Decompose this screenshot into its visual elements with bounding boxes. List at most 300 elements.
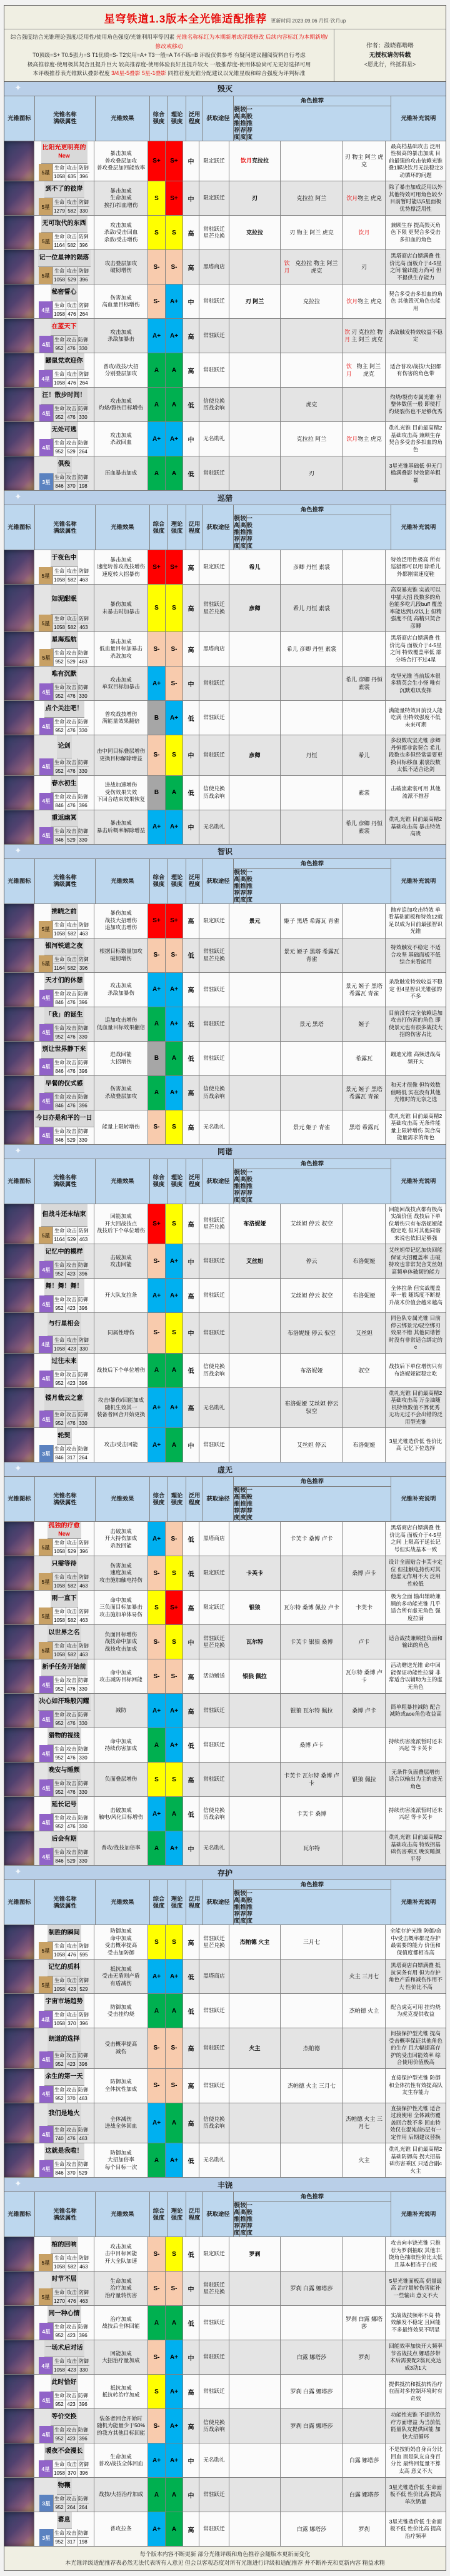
lightcone-art bbox=[4, 2443, 34, 2477]
versatility-cell: 高 bbox=[183, 2103, 199, 2143]
overall-grade: A+ bbox=[148, 667, 166, 700]
effect-cell: 暴击加成 生命加成 挨打/扣血增伤 bbox=[94, 181, 148, 215]
rec-low-cell bbox=[343, 2409, 386, 2443]
overall-grade: S- bbox=[148, 284, 166, 318]
col-source: 获取途径 bbox=[203, 1159, 234, 1204]
lightcone-art bbox=[4, 181, 34, 215]
col-rec-mid: 较高推荐度 bbox=[240, 868, 246, 903]
stat-hp-value: 952 bbox=[54, 658, 66, 667]
lightcone-name: 别让世界静下来 bbox=[41, 1042, 88, 1059]
rec-low-cell: 景元 姬子 黑塔 希露瓦 青雀 bbox=[343, 1076, 386, 1110]
lightcone-thumbnail bbox=[4, 1354, 34, 1387]
stats-block bbox=[39, 1127, 89, 1144]
lightcone-row bbox=[4, 1797, 446, 1831]
lightcone-row bbox=[4, 1522, 446, 1556]
stat-hp-value: 1058 bbox=[53, 1616, 66, 1625]
rec-mid-cell: 罗刹 白露 娜塔莎 bbox=[281, 2272, 343, 2305]
overall-grade: S+ bbox=[148, 550, 166, 584]
star-badge: 5星 bbox=[39, 921, 52, 938]
stat-hp-label: 生命 bbox=[53, 921, 66, 930]
stat-def-label: 防御 bbox=[78, 955, 89, 964]
star-badge: 4星 bbox=[39, 827, 53, 844]
stat-atk-label: 攻击 bbox=[66, 1745, 78, 1754]
col-rec-mid: 较高推荐度 bbox=[240, 1487, 246, 1521]
theory-grade: A+ bbox=[166, 2409, 183, 2443]
lightcone-art bbox=[4, 1522, 34, 1556]
stat-hp-value: 1270 bbox=[53, 2297, 66, 2306]
stat-def-label: 防御 bbox=[78, 2160, 89, 2169]
rec-high-cell: 刃 阿兰 bbox=[229, 284, 281, 318]
stat-def-value: 330 bbox=[78, 1419, 89, 1428]
note-cell: 简单粗暴挂减防 配合减防或aoe角色收益高 bbox=[389, 1703, 442, 1717]
rec-mid-cell bbox=[281, 1042, 343, 1075]
stats-table bbox=[52, 567, 89, 584]
theory-grade: A+ bbox=[166, 1007, 183, 1041]
lightcone-art bbox=[4, 701, 34, 735]
stat-hp-value: 1058 bbox=[53, 1651, 66, 1659]
rec-low-cell: 桑博 卢卡 bbox=[343, 1556, 386, 1590]
note-cell: 兼顾生存 提高毁灭角色下限 更契合多受击多扣血的角色 bbox=[391, 221, 441, 243]
stat-hp-value: 952 bbox=[54, 345, 66, 353]
footer-line: 每个版本内容不断更新 部分光锥评级和角色推荐会随版本更新而变化 bbox=[139, 2551, 311, 2557]
note-cell: 3星光锥基础低 但无门槛满叠影 特效简单粗暴 bbox=[389, 462, 442, 483]
effect-cell: 暴击加成 低血量目标加暴击 杀敌加攻 bbox=[94, 632, 148, 666]
stats-table bbox=[53, 1296, 89, 1312]
stat-atk-value: 317 bbox=[66, 1454, 78, 1462]
theory-grade: S bbox=[166, 2237, 183, 2271]
source-cell: 常驻跃迁 bbox=[199, 2028, 229, 2068]
lightcone-row bbox=[4, 1763, 446, 1797]
stats-table bbox=[53, 2051, 89, 2068]
overall-grade: S- bbox=[148, 735, 166, 775]
col-source: 获取途径 bbox=[203, 1880, 234, 1924]
lightcone-row bbox=[4, 1076, 446, 1110]
stat-atk-value: 476 bbox=[66, 413, 78, 422]
stat-hp-value: 952 bbox=[54, 2400, 66, 2409]
hunt-element-icon: ✦ bbox=[14, 491, 22, 501]
motto-line: <愿此行，终抵群星> bbox=[364, 61, 416, 68]
stats-block bbox=[39, 2160, 89, 2177]
lightcone-row bbox=[4, 701, 446, 735]
name-cell bbox=[34, 1522, 94, 1556]
note-cell: 击破流素裳可用 其他流派不推荐 bbox=[391, 785, 441, 799]
stat-hp-label: 生命 bbox=[53, 370, 66, 379]
stat-atk-value: 476 bbox=[66, 998, 78, 1007]
rec-low-cell bbox=[343, 1728, 386, 1762]
lightcone-row bbox=[4, 1925, 446, 1960]
stats-block bbox=[39, 1976, 89, 1993]
lightcone-art bbox=[4, 1625, 34, 1659]
lightcone-row bbox=[4, 216, 446, 250]
effect-cell: 装备者回合开始时 随机为能量少于50% 的我方其他目标回能 bbox=[94, 2409, 148, 2443]
overall-grade: S bbox=[148, 216, 166, 249]
note-cell: 特效泛用性极高 所有巡猎都可以用 除希儿外都刚需速度鞋 bbox=[391, 556, 441, 577]
stat-hp-value: 1058 bbox=[53, 1582, 66, 1591]
lightcone-row bbox=[4, 1110, 446, 1145]
stat-def-value: 330 bbox=[78, 1788, 89, 1797]
rec-mid-cell bbox=[281, 2143, 343, 2177]
stat-hp-label: 生命 bbox=[54, 1371, 66, 1379]
rec-low-cell bbox=[343, 938, 386, 972]
stat-def-label: 防御 bbox=[78, 683, 89, 692]
theory-grade: A+ bbox=[166, 701, 183, 735]
stat-def-value: 330 bbox=[78, 207, 89, 216]
stats-table bbox=[53, 1848, 89, 1865]
rec-high-cell: 景元 bbox=[229, 904, 281, 938]
stats-table bbox=[53, 1024, 89, 1041]
rec-low-cell bbox=[343, 585, 386, 631]
stat-hp-label: 生命 bbox=[54, 2086, 66, 2095]
lightcone-art bbox=[4, 2409, 34, 2443]
lightcone-row bbox=[4, 1694, 446, 1728]
stat-hp-label: 生命 bbox=[53, 1942, 66, 1951]
note-cell: 抛弃追加攻击特效 单看基础面板和特效12就足以成为目前最强智识光锥 bbox=[388, 906, 443, 934]
erudition-element-icon: ✦ bbox=[14, 845, 22, 855]
source-cell: 常驻跃迁 星芒兑换 bbox=[199, 1625, 229, 1659]
lightcone-name: 暖夜不会漫长 bbox=[44, 2443, 84, 2460]
lightcone-art bbox=[4, 1591, 34, 1624]
stat-def-label: 防御 bbox=[78, 439, 89, 448]
lightcone-art bbox=[4, 216, 34, 249]
lightcone-art bbox=[4, 1763, 34, 1796]
stat-def-label: 防御 bbox=[78, 1642, 89, 1651]
stat-atk-value: 370 bbox=[66, 2169, 78, 2178]
lightcone-thumbnail bbox=[4, 250, 34, 284]
name-cell bbox=[34, 1354, 94, 1387]
rec-low-cell: 白露 娜塔莎 bbox=[343, 2478, 386, 2512]
name-cell bbox=[34, 2512, 94, 2546]
stat-atk-value: 370 bbox=[66, 2020, 78, 2028]
source-cell: 限定跃迁 bbox=[199, 141, 229, 181]
stat-def-value: 463 bbox=[78, 658, 89, 667]
lightcone-thumbnail bbox=[4, 1556, 34, 1590]
rec-mid-cell: 卡芙卡 桑博 bbox=[281, 1797, 343, 1831]
star-badge: 4星 bbox=[39, 1848, 53, 1865]
rec-high-cell bbox=[229, 701, 281, 735]
stats-table bbox=[52, 2460, 89, 2477]
lightcone-art bbox=[4, 1831, 34, 1865]
lightcone-name: 一场术后对话 bbox=[44, 2340, 84, 2357]
stat-def-value: 330 bbox=[78, 1032, 89, 1041]
rec-mid-cell: 桑博 卢卡 bbox=[281, 1728, 343, 1762]
stats-block bbox=[39, 758, 89, 775]
note-cell: 不是按奶妈自身百分比回血 而是队友自身百分比 最终回复量不算太高 意义不大 bbox=[389, 2446, 442, 2474]
source-cell: 常驻跃迁 bbox=[199, 284, 229, 318]
lightcone-row bbox=[4, 2143, 446, 2178]
rec-mid-cell bbox=[281, 1076, 343, 1110]
source-cell: 常驻跃迁 bbox=[199, 2512, 229, 2546]
stat-def-value: 463 bbox=[78, 1616, 89, 1625]
col-notes: 光锥补充说明 bbox=[401, 877, 436, 884]
theory-grade: A+ bbox=[166, 1076, 183, 1110]
rec-mid-cell: 杰帕德 火主 三月七 bbox=[281, 2069, 343, 2103]
stats-block bbox=[39, 473, 89, 490]
stat-atk-label: 攻击 bbox=[66, 683, 78, 692]
rec-mid-cell bbox=[281, 667, 343, 700]
name-cell bbox=[34, 2069, 94, 2103]
stat-def-label: 防御 bbox=[78, 1127, 89, 1136]
stat-hp-value: 952 bbox=[54, 1270, 66, 1279]
column-header-row bbox=[4, 2192, 446, 2237]
stat-hp-label: 生命 bbox=[54, 2126, 66, 2135]
source-cell: 常驻跃迁 bbox=[199, 1313, 229, 1353]
stats-table bbox=[52, 301, 89, 318]
versatility-cell: 低 bbox=[183, 388, 199, 421]
lightcone-art bbox=[4, 2069, 34, 2103]
col-theory: 理论 强度 bbox=[168, 2192, 186, 2236]
theory-grade: S- bbox=[166, 1659, 183, 1693]
stat-atk-label: 攻击 bbox=[66, 2086, 78, 2095]
lightcone-thumbnail bbox=[4, 319, 34, 353]
lightcone-thumbnail bbox=[4, 1428, 34, 1462]
name-cell bbox=[34, 1388, 94, 1428]
stat-hp-label: 生命 bbox=[54, 793, 66, 802]
col-notes: 光锥补充说明 bbox=[401, 1177, 436, 1184]
versatility-cell: 高 bbox=[183, 1110, 199, 1144]
effect-cell: 追加攻击增伤 低血量目标效果翻倍 bbox=[94, 1007, 148, 1041]
lightcone-name: 「我」的诞生 bbox=[44, 1007, 84, 1024]
stat-hp-value: 952 bbox=[54, 1032, 66, 1041]
stats-block bbox=[39, 164, 89, 181]
stats-table bbox=[53, 2426, 89, 2443]
rec-high-cell: 布洛妮娅 bbox=[229, 1204, 281, 1244]
col-effect: 光锥效果 bbox=[96, 96, 150, 141]
note-cell: 勋礼光锥 目前最高精2 基础攻击高 兼顾生存 契合多受击多扣血的角色 bbox=[389, 425, 442, 453]
stat-def-label: 防御 bbox=[78, 793, 89, 802]
col-name: 光锥名称 满级属性 bbox=[35, 505, 96, 550]
lightcone-name: 棺的回响 bbox=[51, 2237, 78, 2254]
col-versatility: 泛用 程度 bbox=[186, 2192, 203, 2236]
overall-grade: S bbox=[148, 2375, 166, 2408]
name-cell bbox=[34, 1728, 94, 1762]
note-cell: 高双暴光锥 实战可以中插大招 段数多的角色能多吃几段buff 覆盖率能达到1/2以上 但精强度不低 高精只契合彦卿 bbox=[389, 586, 442, 629]
lightcone-thumbnail bbox=[4, 1279, 34, 1312]
lightcone-art bbox=[4, 632, 34, 666]
lightcone-thumbnail bbox=[4, 904, 34, 938]
lightcone-thumbnail bbox=[4, 973, 34, 1007]
rec-high-cell bbox=[229, 938, 281, 972]
stat-atk-label: 攻击 bbox=[66, 921, 78, 930]
note-cell: 战技后下单位增伤只有布洛妮娅能稳定吃 bbox=[389, 1363, 442, 1377]
overall-grade: A bbox=[148, 456, 166, 490]
source-cell: 常驻跃迁 星芒兑换 bbox=[199, 1925, 229, 1959]
lightcone-thumbnail bbox=[4, 2512, 34, 2546]
rec-mid-cell: 艾丝妲 停云 驭空 bbox=[281, 1279, 343, 1312]
rec-high-cell bbox=[229, 1428, 281, 1462]
effect-cell: 攻击加成 杀敌加暴击 bbox=[94, 319, 148, 353]
note-cell: 勋礼光锥 目前最高精2 基础攻击高 特效拐基础伤害乘区 晚安睡颜平替 bbox=[389, 1834, 442, 1862]
stat-atk-value: 423 bbox=[66, 2060, 78, 2068]
versatility-cell: 高 bbox=[183, 353, 199, 387]
lightcone-row bbox=[4, 1831, 446, 1866]
lightcone-art bbox=[4, 776, 34, 810]
stat-hp-value: 846 bbox=[54, 2169, 66, 2178]
overall-grade: A bbox=[148, 2143, 166, 2177]
rec-mid-cell: 刃 物主 阿兰 虎克 bbox=[281, 216, 343, 249]
stats-block bbox=[39, 1445, 89, 1462]
lightcone-name: 等价交换 bbox=[51, 2409, 78, 2426]
star-badge: 4星 bbox=[39, 370, 52, 387]
lightcone-name: 早餐的仪式感 bbox=[44, 1076, 84, 1093]
overall-grade: A+ bbox=[148, 1279, 166, 1312]
effect-cell: 暴击加成 暴击后概率解除增益 bbox=[94, 810, 148, 844]
section-title: 智识 bbox=[217, 847, 232, 856]
overall-grade: A+ bbox=[148, 1522, 166, 1556]
stat-atk-value: 476 bbox=[66, 1032, 78, 1041]
lightcone-thumbnail bbox=[4, 456, 34, 490]
lightcone-row bbox=[4, 1960, 446, 1994]
star-badge: 5星 bbox=[39, 1976, 52, 1993]
stat-def-value: 396 bbox=[78, 1270, 89, 1279]
stat-hp-value: 846 bbox=[54, 998, 66, 1007]
stats-block bbox=[39, 2460, 89, 2477]
rec-high-cell: 银狼 佩拉 bbox=[229, 1659, 281, 1693]
star-badge: 4星 bbox=[39, 301, 52, 318]
column-header-row bbox=[4, 505, 446, 550]
source-cell: 限定跃迁 bbox=[199, 550, 229, 584]
note-cell: 适合普攻/战技/大招都有伤害的角色带 bbox=[389, 363, 442, 376]
col-rec-group bbox=[234, 1477, 391, 1521]
stats-block bbox=[39, 2495, 89, 2512]
overall-grade: S- bbox=[148, 2340, 166, 2374]
stat-atk-value: 476 bbox=[66, 2135, 78, 2143]
stat-def-value: 198 bbox=[78, 482, 89, 491]
effect-cell: 击破加成 开大持伤加成 杀敌回能 bbox=[94, 1522, 148, 1556]
theory-grade: A bbox=[166, 1042, 183, 1075]
lightcone-thumbnail bbox=[4, 181, 34, 215]
note-cell: 全体拉条 但实战覆盖率一般 随练度不断提升战术价值会越来越高 bbox=[389, 1284, 442, 1306]
stat-atk-value: 582 bbox=[66, 1582, 78, 1591]
stat-atk-label: 攻击 bbox=[66, 336, 78, 345]
note-cell: 最高档基础攻击 泛用性极高的暴击加成 目前最强的攻击依赖光锥 叠1解决饮月无法稳定3动循环的问题 bbox=[388, 143, 443, 178]
stat-def-value: 396 bbox=[78, 1547, 89, 1556]
theory-grade: S bbox=[166, 1313, 183, 1353]
lightcone-thumbnail bbox=[4, 388, 34, 421]
versatility-cell: 中 bbox=[183, 181, 199, 215]
col-name: 光锥名称 满级属性 bbox=[35, 859, 96, 903]
name-cell bbox=[34, 904, 94, 938]
stat-hp-label: 生命 bbox=[54, 2160, 66, 2169]
section-band bbox=[4, 491, 446, 505]
versatility-cell: 高 bbox=[183, 904, 199, 938]
stat-hp-label: 生命 bbox=[53, 301, 66, 310]
stat-def-value: 396 bbox=[78, 1379, 89, 1387]
lightcone-art bbox=[4, 1313, 34, 1353]
lightcone-row bbox=[4, 938, 446, 973]
col-theory: 理论 强度 bbox=[168, 1477, 186, 1521]
element-section bbox=[4, 1145, 446, 1463]
stat-def-label: 防御 bbox=[78, 198, 89, 207]
star-badge: 4星 bbox=[39, 793, 53, 810]
lightcone-name: 轮契 bbox=[57, 1428, 72, 1445]
stat-def-value: 330 bbox=[78, 1719, 89, 1728]
name-cell bbox=[34, 2272, 94, 2305]
col-rec-title: 角色推荐 bbox=[234, 2192, 391, 2202]
theory-grade: A bbox=[166, 388, 183, 421]
lightcone-name: 孤独的疗愈 New bbox=[48, 1522, 81, 1539]
star-badge: 3星 bbox=[39, 1445, 53, 1462]
overall-grade: S bbox=[148, 1591, 166, 1624]
stat-atk-value: 529 bbox=[66, 1135, 78, 1144]
rec-high-cell bbox=[229, 250, 281, 284]
rec-mid-cell: 罗刹 白露 娜塔莎 bbox=[281, 2375, 343, 2408]
source-cell: 信使兑换 历战余响 bbox=[199, 388, 229, 421]
lightcone-art bbox=[4, 1007, 34, 1041]
rec-mid-cell bbox=[281, 319, 343, 353]
star-badge: 4星 bbox=[39, 1371, 53, 1387]
effect-cell: 击破加成 触电/风化目标增伤 bbox=[94, 1797, 148, 1831]
note-cell: 特效触发不稳定 不适合攻坚 基础面板不低 综合来看能用 bbox=[391, 944, 441, 965]
lightcone-row bbox=[4, 1556, 446, 1591]
legend-line: 本评级推荐表光锥默认叠影程度 3/4星-5叠影 5星-1叠影 同推荐度光锥分配建议以光锥星级和综合强度为评判标准 bbox=[32, 70, 306, 76]
effect-cell: 减防 bbox=[94, 1694, 148, 1728]
name-cell bbox=[34, 2340, 94, 2374]
col-rec-high: 极高推荐度 bbox=[234, 2202, 240, 2236]
stats-table bbox=[53, 2529, 89, 2546]
lightcone-art bbox=[4, 284, 34, 318]
stats-table bbox=[53, 473, 89, 490]
star-badge: 4星 bbox=[39, 1127, 53, 1144]
lightcone-row bbox=[4, 2443, 446, 2478]
lightcone-row bbox=[4, 1625, 446, 1659]
rec-high-cell bbox=[229, 1960, 281, 1993]
stat-def-label: 防御 bbox=[78, 990, 89, 999]
versatility-cell: 低 bbox=[183, 2237, 199, 2271]
source-cell: 常驻跃迁 bbox=[199, 2306, 229, 2340]
rec-low-cell bbox=[343, 1388, 386, 1428]
stat-hp-value: 1058 bbox=[53, 623, 66, 632]
section-title: 虚无 bbox=[217, 1465, 232, 1474]
stat-hp-value: 1164 bbox=[53, 241, 66, 250]
versatility-cell: 低 bbox=[183, 701, 199, 735]
lightcone-name: 如泥酣眠 bbox=[51, 585, 78, 615]
lightcone-row bbox=[4, 1388, 446, 1429]
effect-cell: 攻击加成 杀敌/受击回血 杀敌/受击增伤 bbox=[94, 216, 148, 249]
theory-grade: S bbox=[166, 585, 183, 631]
name-cell bbox=[34, 1313, 94, 1353]
stat-atk-value: 529 bbox=[66, 835, 78, 844]
page-title: 星穹铁道1.3版本全光锥适配推荐 bbox=[104, 13, 268, 25]
name-cell bbox=[34, 1110, 94, 1144]
star-badge: 5星 bbox=[39, 1573, 52, 1590]
versatility-cell: 高 bbox=[183, 2409, 199, 2443]
theory-grade: A bbox=[166, 353, 183, 387]
star-badge: 4星 bbox=[39, 2160, 53, 2177]
col-effect: 光锥效果 bbox=[96, 1477, 150, 1521]
stat-def-label: 防御 bbox=[78, 1848, 89, 1857]
lightcone-name: 延长记号 bbox=[51, 1797, 78, 1814]
stat-def-label: 防御 bbox=[78, 921, 89, 930]
stats-block bbox=[39, 439, 89, 456]
rec-high-cell bbox=[229, 1354, 281, 1387]
rec-low-cell: 驭空 bbox=[343, 1354, 386, 1387]
stat-hp-value: 952 bbox=[54, 727, 66, 735]
star-badge: 4星 bbox=[39, 1093, 53, 1110]
rec-high-cell bbox=[229, 2375, 281, 2408]
stats-block bbox=[39, 233, 89, 249]
stat-def-label: 防御 bbox=[78, 1261, 89, 1270]
versatility-cell: 低 bbox=[183, 938, 199, 972]
element-section bbox=[4, 1462, 446, 1866]
note-cell: 攻击向丰饶光锥 只推荐为罗刹抽取 其他丰饶角色抽取性价比太低 且基本相当于白板 bbox=[389, 2240, 442, 2268]
name-cell bbox=[34, 2103, 94, 2143]
star-badge: 4星 bbox=[39, 2011, 52, 2028]
lightcone-name: 与行星相会 bbox=[48, 1313, 81, 1336]
stats-block bbox=[39, 567, 89, 584]
stat-atk-label: 攻击 bbox=[66, 1848, 78, 1857]
effect-cell: 攻击叠层加攻 破韧增伤 bbox=[94, 250, 148, 284]
lightcone-art bbox=[4, 2028, 34, 2068]
